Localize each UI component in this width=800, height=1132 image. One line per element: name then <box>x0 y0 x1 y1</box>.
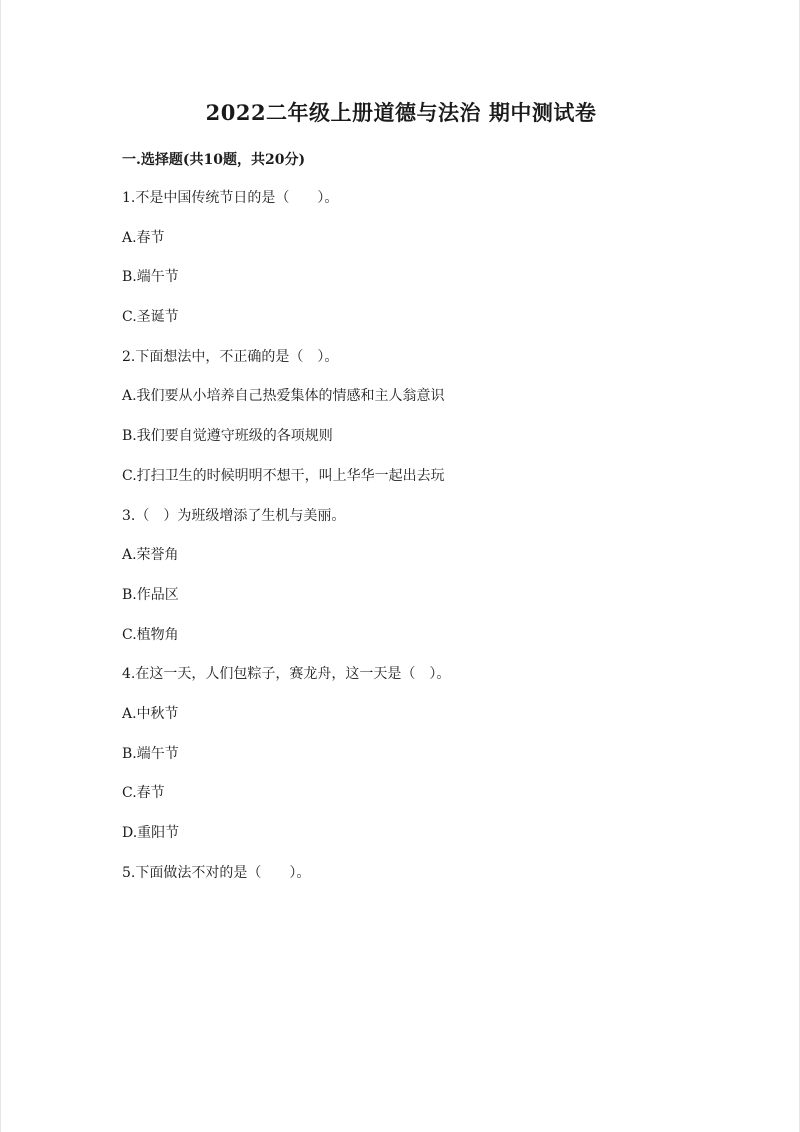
question-list <box>122 188 450 902</box>
option-text: C.打扫卫生的时候明明不想干，叫上华华一起出去玩 <box>122 467 445 484</box>
option-text: D.重阳节 <box>122 825 180 841</box>
option-text: B.我们要自觉遵守班级的各项规则 <box>122 428 333 445</box>
question-text: 2.下面想法中，不正确的是（ ）。 <box>122 348 339 365</box>
option-text: A.荣誉角 <box>122 547 179 564</box>
option-text: B.端午节 <box>122 745 179 762</box>
option-text: A.我们要从小培养自己热爱集体的情感和主人翁意识 <box>122 388 445 405</box>
option-text: C.植物角 <box>122 626 179 643</box>
option-text: A.中秋节 <box>122 705 179 722</box>
exam-title: 2022二年级上册道德与法治 期中测试卷 <box>205 100 597 125</box>
question-text: 5.下面做法不对的是（ ）。 <box>122 864 311 881</box>
option-text: C.圣诞节 <box>122 309 179 326</box>
question-text: 3.（ ）为班级增添了生机与美丽。 <box>122 507 346 524</box>
option-text: C.春节 <box>122 785 165 802</box>
option-text: B.端午节 <box>122 269 179 286</box>
question-text: 1.不是中国传统节日的是（ ）。 <box>122 190 339 206</box>
section-heading: 一.选择题(共10题，共20分) <box>122 152 306 168</box>
option-text: A.春节 <box>122 229 165 246</box>
option-text: B.作品区 <box>122 586 179 603</box>
question-text: 4.在这一天，人们包粽子，赛龙舟，这一天是（ ）。 <box>122 666 451 683</box>
